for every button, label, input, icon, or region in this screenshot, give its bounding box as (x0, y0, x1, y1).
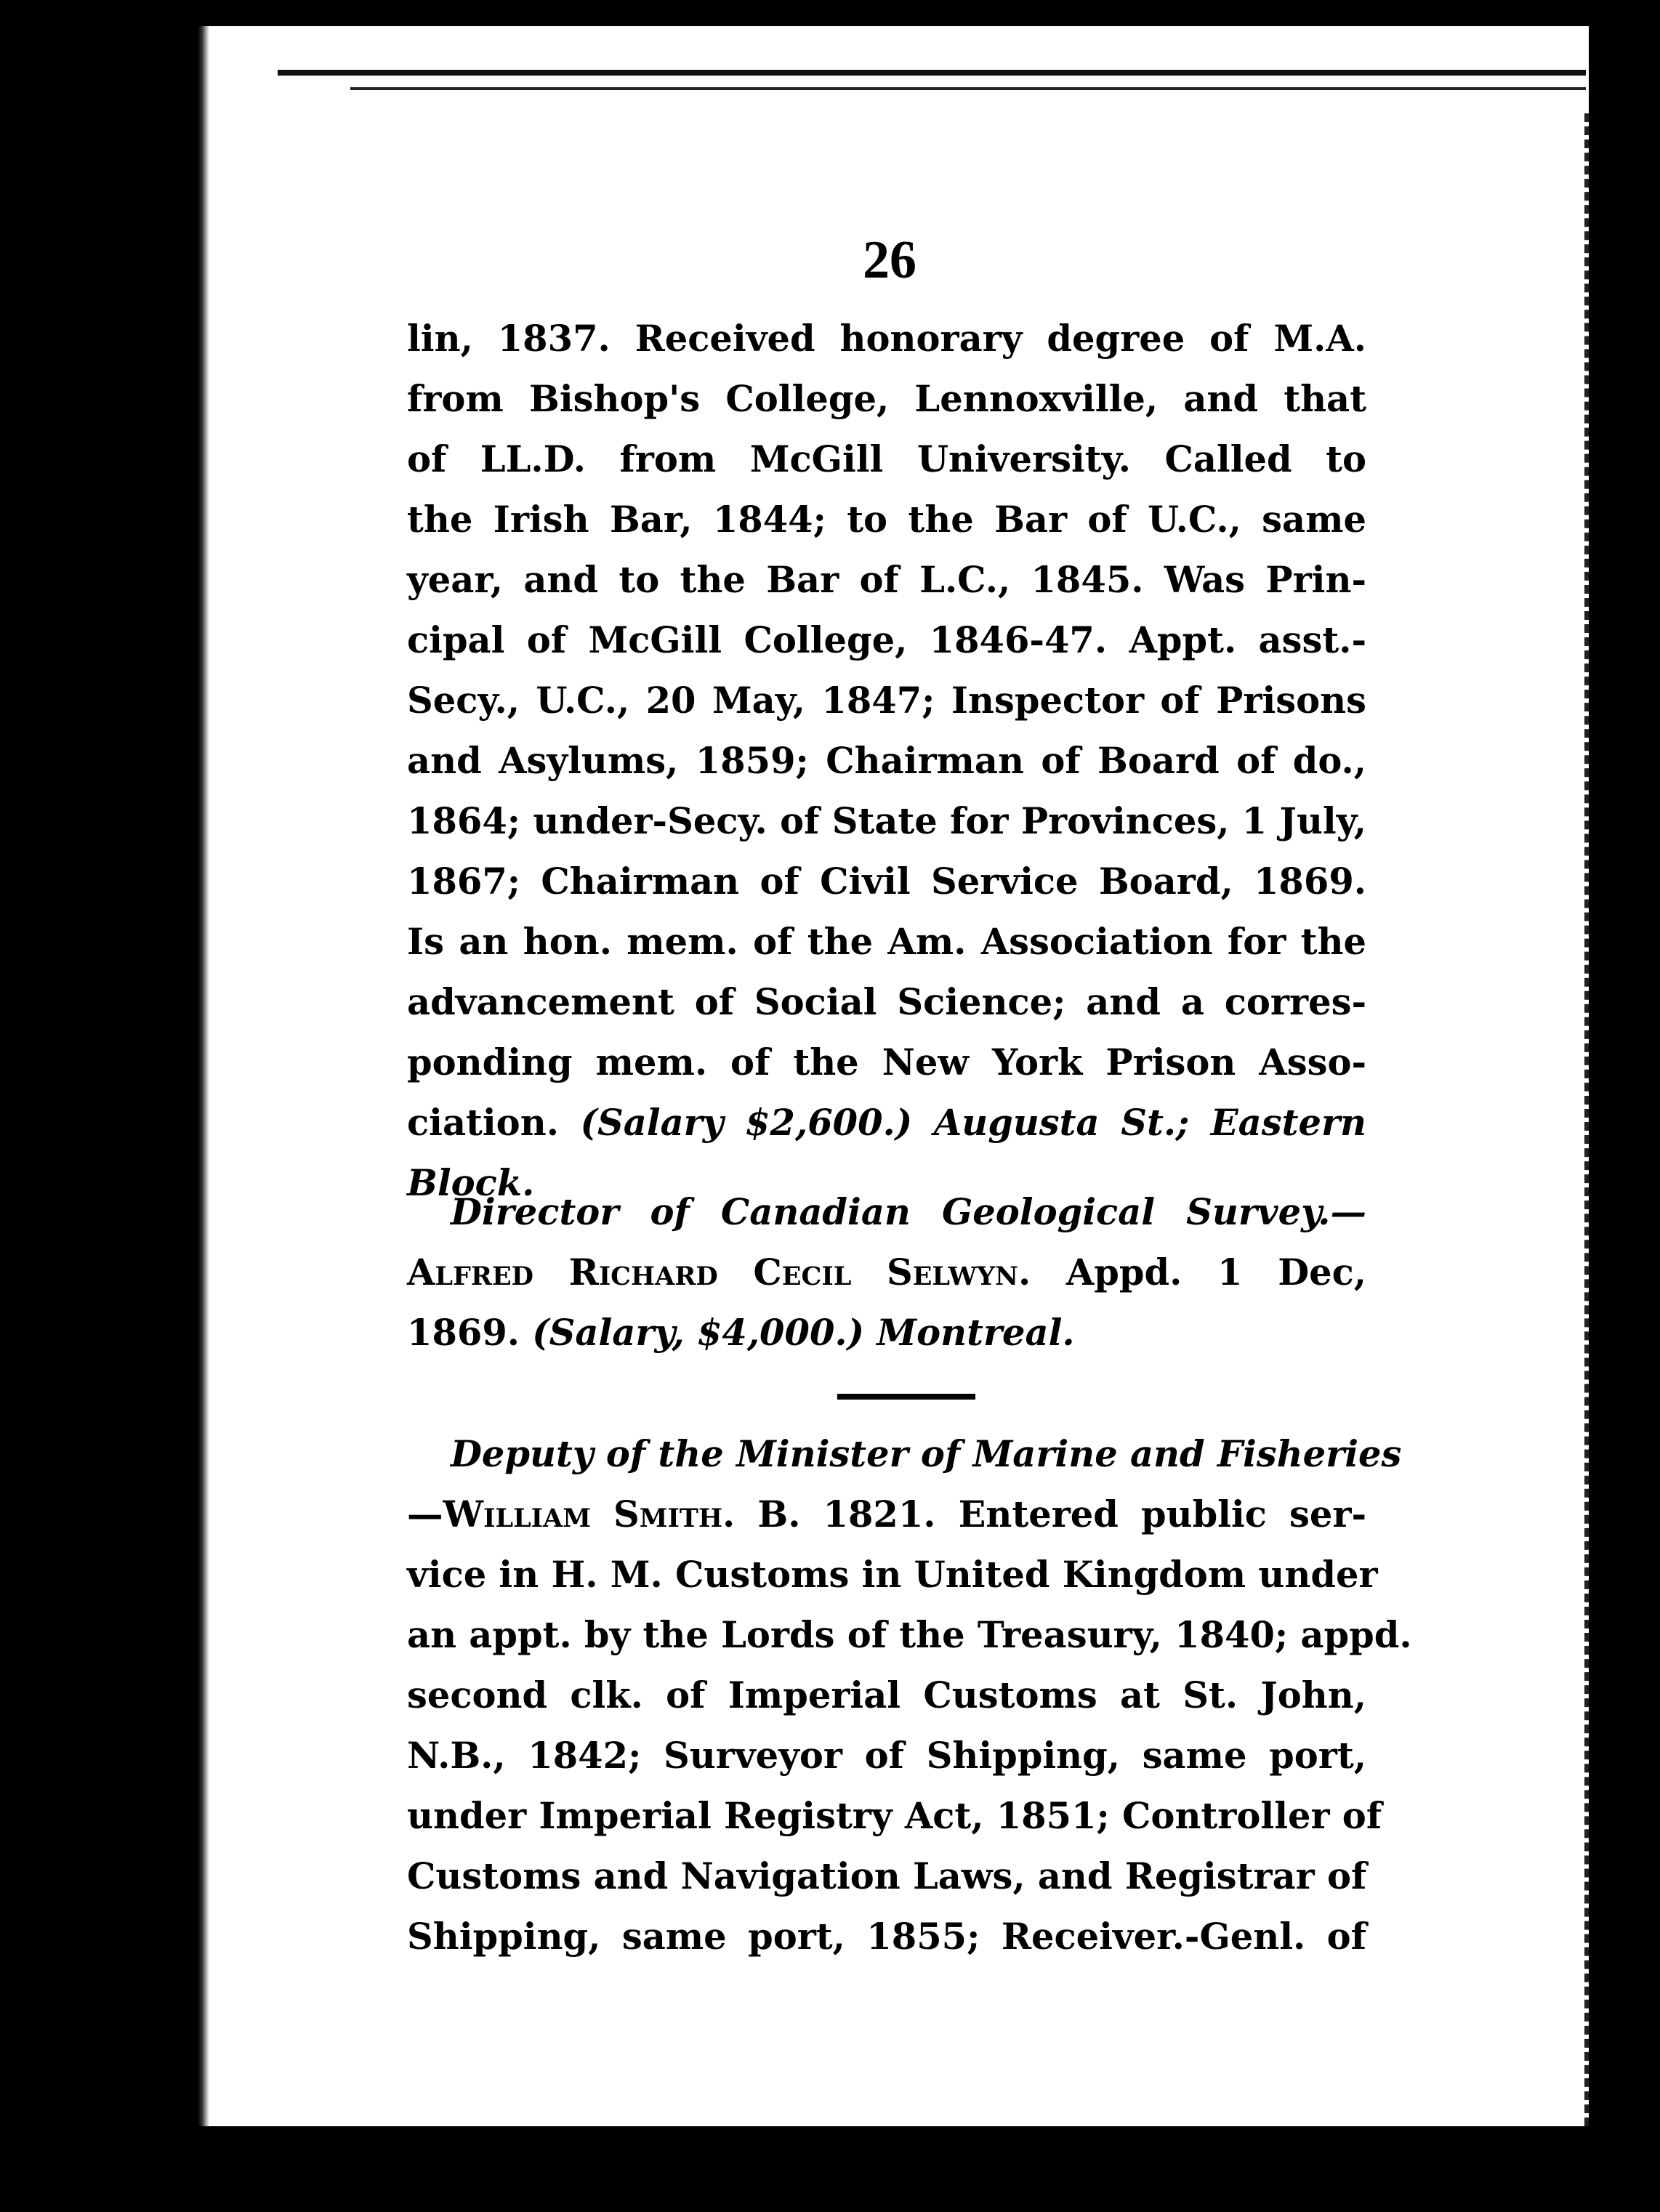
name-line (407, 1485, 1366, 1545)
office-title: Director of Canadian Geological Survey.— (451, 1191, 1366, 1233)
text-line: and Asylums, 1859; Chairman of Board of do., (407, 740, 1366, 782)
section-divider (837, 1394, 975, 1400)
text-line: Customs and Navigation Laws, and Registrar of (407, 1855, 1367, 1897)
address-line: Block. (407, 1162, 535, 1204)
birth-text: B. 1821. Entered public ser- (757, 1493, 1366, 1535)
text-line: under Imperial Registry Act, 1851; Controller of (407, 1795, 1382, 1837)
page-number: 26 (863, 230, 916, 290)
text-line-salary-address (407, 1093, 1366, 1153)
text-line: of LL.D. from McGill University. Called to (407, 438, 1366, 480)
office-title: Deputy of the Minister of Marine and Fisheries (451, 1433, 1402, 1475)
text-line: 1867; Chairman of Civil Service Board, 1869. (407, 860, 1366, 903)
entry-selwyn (407, 1182, 1366, 1363)
text-line: cipal of McGill College, 1846-47. Appt. asst.- (407, 619, 1366, 661)
text-line: from Bishop's College, Lennoxville, and that (407, 378, 1366, 420)
text-line: advancement of Social Science; and a corres- (407, 981, 1366, 1023)
text-plain: ciation. (407, 1102, 559, 1144)
page-top-edge (278, 70, 1586, 76)
appointment-text: Appd. 1 Dec, (1065, 1251, 1366, 1293)
year-text: 1869. (407, 1312, 520, 1354)
text-line: an appt. by the Lords of the Treasury, 1840; appd. (407, 1614, 1412, 1656)
text-line: the Irish Bar, 1844; to the Bar of U.C., same (407, 498, 1366, 541)
page-left-edge (190, 26, 209, 2126)
text-line: second clk. of Imperial Customs at St. John, (407, 1674, 1366, 1716)
salary-text: (Salary $2,600.) (580, 1102, 913, 1144)
name-line (407, 1243, 1366, 1303)
address-text: Montreal. (877, 1312, 1075, 1354)
text-line: lin, 1837. Received honorary degree of M.A. (407, 318, 1366, 360)
salary-text: (Salary, $4,000.) (532, 1312, 865, 1354)
page-right-edge (1571, 113, 1589, 2126)
entry-smith (407, 1424, 1412, 1967)
text-line: year, and to the Bar of L.C., 1845. Was Prin- (407, 559, 1366, 601)
text-line: 1864; under-Secy. of State for Provinces, 1 July, (407, 800, 1366, 842)
text-line: Shipping, same port, 1855; Receiver.-Genl. of (407, 1916, 1366, 1958)
page-top-edge-shadow (350, 87, 1586, 90)
entry-continued (407, 309, 1366, 1214)
person-name: Alfred Richard Cecil Selwyn. (407, 1251, 1031, 1293)
address-text: Augusta St.; Eastern (933, 1102, 1367, 1144)
text-line: Secy., U.C., 20 May, 1847; Inspector of Prisons (407, 679, 1366, 722)
text-line: N.B., 1842; Surveyor of Shipping, same port, (407, 1735, 1366, 1777)
text-line: ponding mem. of the New York Prison Asso- (407, 1041, 1366, 1083)
person-name: —William Smith. (407, 1493, 736, 1535)
salary-line (407, 1303, 1366, 1363)
text-line: vice in H. M. Customs in United Kingdom under (407, 1554, 1378, 1596)
text-line: Is an hon. mem. of the Am. Association for the (407, 921, 1366, 963)
